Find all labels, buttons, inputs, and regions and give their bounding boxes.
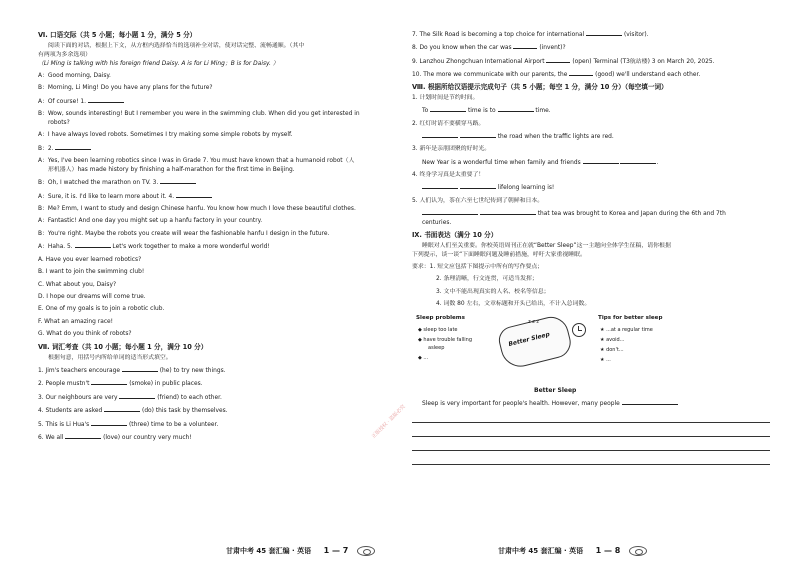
- right-page: [412, 30, 770, 465]
- writing-line[interactable]: [412, 455, 770, 465]
- chinese-prompt: 4. 终身学习真是太重要了！: [412, 171, 485, 178]
- writing-line[interactable]: [412, 427, 770, 437]
- writing-prompt-figure: [416, 315, 666, 393]
- left-page: [38, 30, 396, 443]
- writing-line[interactable]: [412, 441, 770, 451]
- vocab-question: 3. Our neighbours are very (friend) to each other.: [38, 394, 222, 401]
- vocab-blank[interactable]: [119, 393, 155, 399]
- answer-blank-2[interactable]: [55, 144, 91, 150]
- chinese-prompt: 2. 红灯时请不要横穿马路。: [412, 120, 485, 127]
- translation-line: centuries.: [422, 219, 452, 226]
- translation-blank[interactable]: [620, 158, 656, 164]
- writing-prompt: 睡眠对人们至关重要。你校英语周刊正在就“Better Sleep”这一主题向全体学生征稿，请你根据: [422, 242, 671, 249]
- vocab-blank[interactable]: [91, 420, 127, 426]
- vocab-blank[interactable]: [122, 366, 158, 372]
- chinese-prompt: 1. 计划时间是节约时间。: [412, 94, 479, 101]
- dialogue-line: A：Yes, I've been learning robotics since I was in Grade 7. You must have known that a humanoid robot（人: [38, 157, 355, 164]
- dialogue-line: B：2.: [38, 144, 396, 154]
- translation-line: that tea was brought to Korea and Japan during the 6th and 7th: [412, 209, 770, 219]
- tip-item: ★ avoid...: [600, 336, 625, 343]
- watermark: 正版授权 · 盗版必究: [370, 403, 407, 440]
- translation-line: the road when the traffic lights are red.: [412, 132, 770, 142]
- translation-blank[interactable]: [422, 183, 458, 189]
- dialogue-line: B：You're right. Maybe the robots you create will wear the fashionable hanfu I design in the future.: [38, 230, 330, 237]
- section-6-intro: 阅读下面的对话，根据上下文，从方框内选择恰当的选项补全对话，使对话完整、流畅通顺。（其中: [48, 42, 305, 49]
- translation-blank[interactable]: [430, 106, 466, 112]
- problem-item: ◆ sleep too late: [418, 326, 458, 333]
- translation-blank[interactable]: [480, 209, 536, 215]
- requirement: 4. 词数 80 左右，文章标题和开头已给出，不计入总词数。: [436, 300, 591, 307]
- dialogue-line: A：Haha. 5. Let's work together to make a more wonderful world!: [38, 244, 270, 250]
- dialogue-line: B：Me? Emm, I want to study and design Chinese hanfu. You know how much I love these beautiful clothes.: [38, 205, 356, 212]
- problem-item: ◆ have trouble falling: [418, 336, 472, 343]
- requirement: 2. 条理清晰，行文连贯，可适当发挥；: [436, 276, 538, 283]
- pillow-label: Better Sleep: [507, 330, 551, 348]
- vocab-question: 1. Jim's teachers encourage (he) to try new things.: [38, 368, 226, 375]
- section-6-title: Ⅵ. 口语交际（共 5 小题；每小题 1 分，满分 5 分）: [38, 31, 197, 39]
- dialogue-line: A：Good morning, Daisy.: [38, 72, 111, 79]
- vocab-blank[interactable]: [586, 30, 622, 36]
- translation-line: New Year is a wonderful time when family and friends .: [422, 159, 659, 166]
- problem-item: asleep: [428, 344, 445, 351]
- vocab-blank[interactable]: [546, 57, 570, 63]
- vocab-blank[interactable]: [104, 406, 140, 412]
- vocab-question: 7. The Silk Road is becoming a top choice for international (visitor).: [412, 32, 649, 38]
- option-item: B. I want to join the swimming club!: [38, 269, 145, 276]
- section-6-context: （Li Ming is talking with his foreign friend Daisy. A is for Li Ming；B is for Daisy. ）: [38, 60, 279, 67]
- chinese-prompt: 3. 新年是亲朋团聚的好时光。: [412, 146, 491, 153]
- vocab-question: 2. People mustn't (smoke) in public places.: [38, 381, 203, 388]
- publisher-logo-icon: [357, 546, 375, 556]
- option-item: A. Have you ever learned robotics?: [38, 256, 142, 263]
- option-item: C. What about you, Daisy?: [38, 281, 117, 288]
- dialogue-line: 形机器人）has made history by finishing a half-marathon for the first time in Beijing.: [48, 166, 295, 173]
- dialogue-line: A：I have always loved robots. Sometimes I try making some simple robots by myself.: [38, 132, 293, 139]
- dialogue-line: B：Wow, sounds interesting! But I remember you were in the swimming club. When did you get interested in: [38, 111, 360, 118]
- essay-blank[interactable]: [622, 399, 678, 405]
- tip-item: ★ ...: [600, 356, 611, 363]
- vocab-question: 6. We all (love) our country very much!: [38, 434, 192, 441]
- translation-blank[interactable]: [422, 209, 478, 215]
- tip-item: ★ don't...: [600, 346, 624, 353]
- vocab-blank[interactable]: [569, 70, 593, 76]
- alarm-clock-icon: [572, 323, 586, 337]
- requirement: 要求：1. 短文应包括下图提示中所有的写作要点；: [412, 263, 544, 270]
- vocab-question: 4. Students are asked (do) this task by themselves.: [38, 408, 228, 415]
- section-7-title: Ⅶ. 词汇考查（共 10 小题；每小题 1 分，满分 10 分）: [38, 342, 208, 351]
- dialogue-line: B：Morning, Li Ming! Do you have any plans for the future?: [38, 85, 213, 92]
- dialogue-line: B：Oh, I watched the marathon on TV. 3.: [38, 178, 396, 188]
- answer-blank-1[interactable]: [88, 97, 124, 103]
- dialogue-line: A：Fantastic! And one day you might set up a hanfu factory in your country.: [38, 218, 263, 225]
- sleep-tips-title: Tips for better sleep: [598, 314, 663, 321]
- section-9-title: Ⅸ. 书面表达（满分 10 分）: [412, 230, 498, 239]
- writing-line[interactable]: [412, 413, 770, 423]
- vocab-blank[interactable]: [65, 433, 101, 439]
- answer-blank-5[interactable]: [75, 242, 111, 248]
- vocab-blank[interactable]: [513, 43, 537, 49]
- answer-blank-3[interactable]: [160, 178, 196, 184]
- chinese-prompt: 5. 人们认为，茶在六至七世纪传到了朝鲜和日本。: [412, 197, 544, 204]
- translation-blank[interactable]: [583, 158, 619, 164]
- translation-blank[interactable]: [498, 106, 534, 112]
- option-list: [38, 256, 396, 339]
- page-number: 1 — 7: [323, 546, 349, 555]
- tip-item: ★ ...at a regular time: [600, 326, 653, 333]
- publisher-logo-icon: [629, 546, 647, 556]
- requirement: 3. 文中不能出现真实的人名、校名等信息；: [436, 288, 550, 295]
- translation-blank[interactable]: [460, 183, 496, 189]
- writing-prompt: 下列提示，谈一谈“下面睡眠问题及睡前措施，呼吁大家重视睡眠。: [412, 251, 586, 258]
- translation-blank[interactable]: [460, 132, 496, 138]
- vocab-question: 10. The more we communicate with our parents, the (good) we'll understand each other.: [412, 72, 701, 79]
- sleep-problems-title: Sleep problems: [416, 314, 465, 321]
- section-6-intro-cont: 有两项为多余选项）: [38, 51, 92, 58]
- left-footer: 甘肃中考 45 套汇编 · 英语 1 — 7: [226, 546, 375, 556]
- dialogue-line: robots?: [48, 119, 70, 126]
- translation-line: lifelong learning is!: [412, 183, 770, 193]
- vocab-question: 9. Lanzhou Zhongchuan International Airport (open) Terminal (T3航站楼) 3 on March 20, 2025.: [412, 58, 715, 65]
- option-item: G. What do you think of robots?: [38, 331, 132, 338]
- essay-opening: Sleep is very important for people's health. However, many people: [412, 399, 770, 409]
- vocab-blank[interactable]: [91, 379, 127, 385]
- dialogue-line: A：Sure, it is. I'd like to learn more about it. 4.: [38, 192, 396, 202]
- dialogue-line: A：Of course! 1.: [38, 97, 396, 107]
- problem-item: ◆ ...: [418, 354, 429, 361]
- translation-line: To time is to time.: [422, 108, 551, 115]
- section-8-title: Ⅷ. 根据所给汉语提示完成句子（共 5 小题；每空 1 分，满分 10 分）（每空填一词）: [412, 82, 668, 91]
- essay-title: Better Sleep: [534, 386, 577, 394]
- vocab-question: 5. This is Li Hua's (three) time to be a volunteer.: [38, 421, 219, 428]
- translation-blank[interactable]: [422, 132, 458, 138]
- section-7-intro: 根据句意，用括号内所给单词的适当形式填空。: [48, 354, 172, 361]
- page-number: 1 — 8: [595, 546, 621, 555]
- zzz-icon: z z z: [528, 318, 540, 325]
- right-footer: 甘肃中考 45 套汇编 · 英语 1 — 8: [498, 546, 647, 556]
- vocab-question: 8. Do you know when the car was (invent)?: [412, 45, 566, 52]
- answer-blank-4[interactable]: [176, 192, 212, 198]
- option-item: D. I hope our dreams will come true.: [38, 293, 146, 300]
- option-item: F. What an amazing race!: [38, 318, 114, 325]
- option-item: E. One of my goals is to join a robotic club.: [38, 306, 165, 313]
